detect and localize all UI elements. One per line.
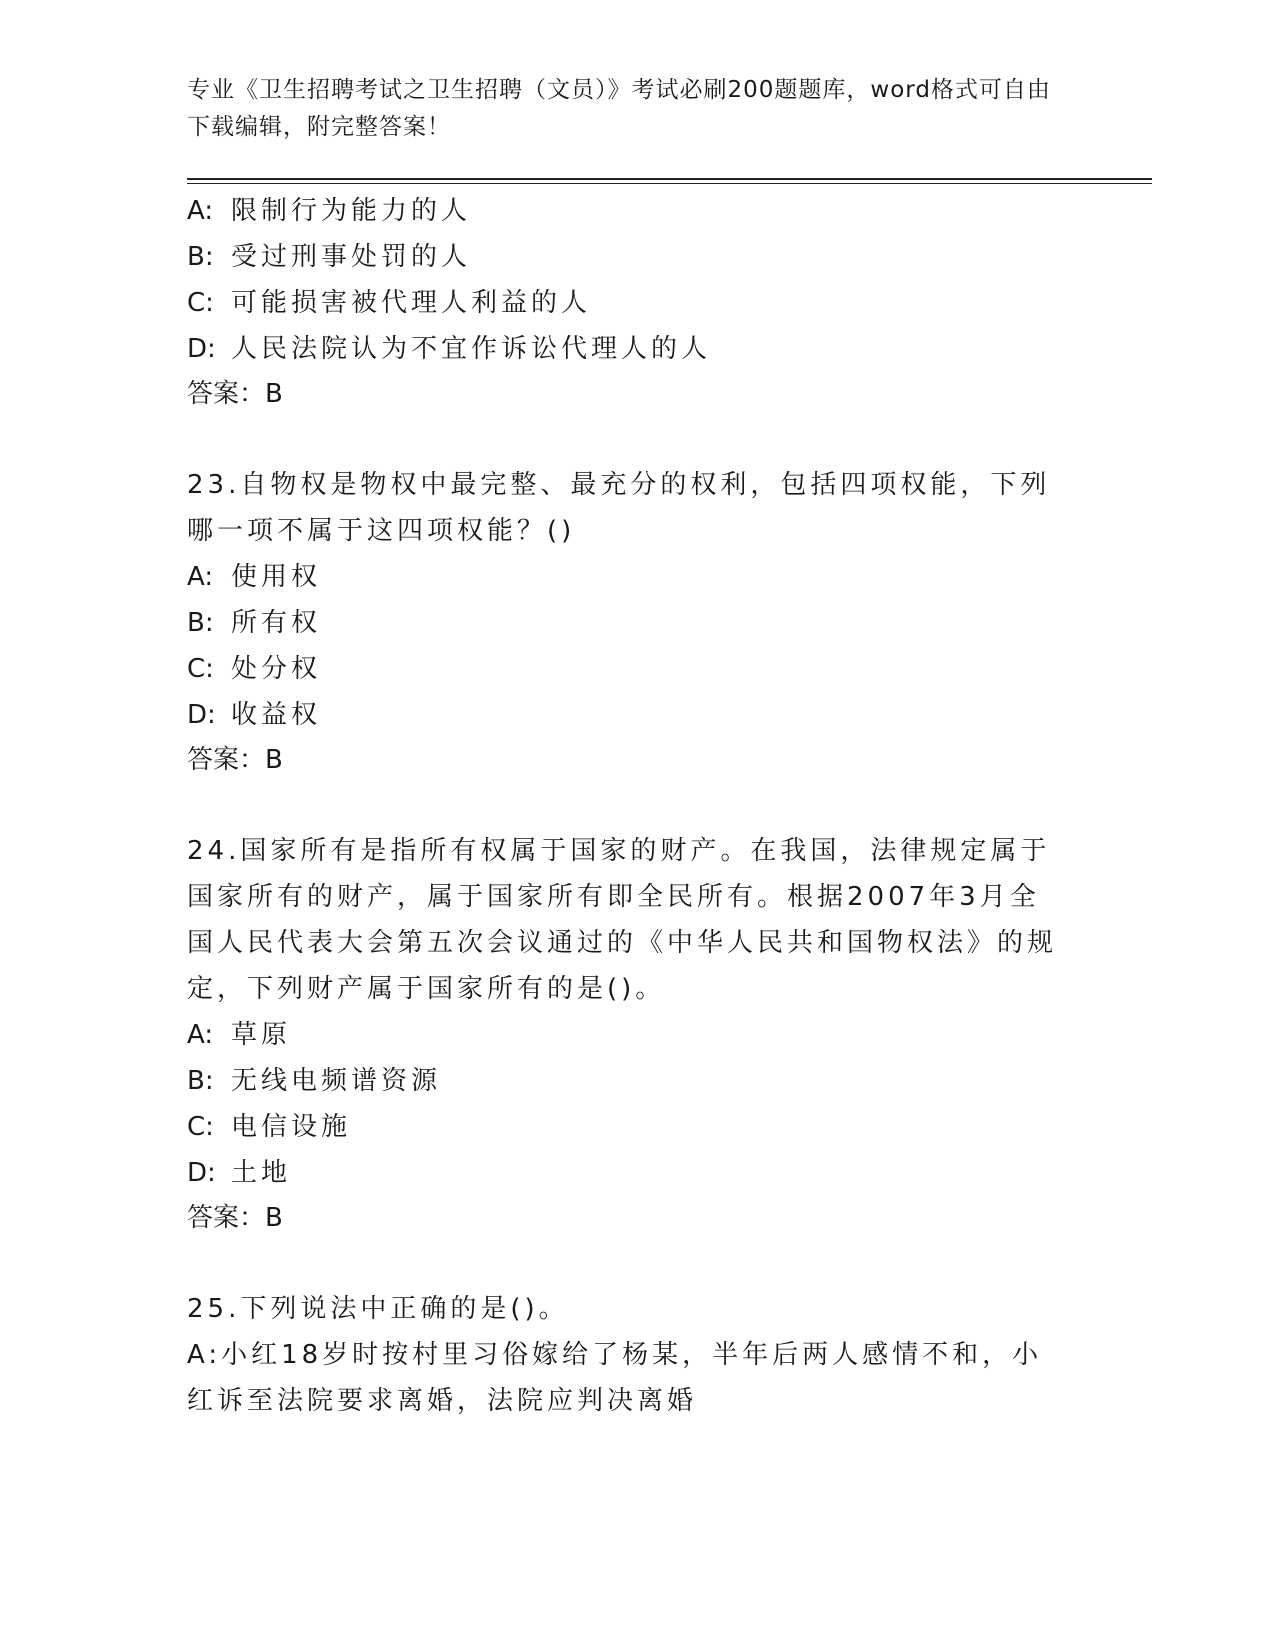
- option-a: A: 限制行为能力的人: [187, 196, 472, 226]
- answer-line: 答案：B: [187, 1203, 283, 1233]
- question-stem: 25.下列说法中正确的是()。: [187, 1294, 569, 1324]
- answer-line: 答案：B: [187, 379, 283, 409]
- option-c: C: 可能损害被代理人利益的人: [187, 288, 592, 318]
- option-a: A:小红18岁时按村里习俗嫁给了杨某，半年后两人感情不和，小红诉至法院要求离婚，法院应判决离婚: [187, 1340, 1043, 1416]
- spacer: [187, 782, 1067, 828]
- question-24: [187, 828, 1067, 1240]
- option-c: C: 处分权: [187, 654, 322, 684]
- option-b: B: 所有权: [187, 608, 322, 638]
- document-header: 专业《卫生招聘考试之卫生招聘（文员）》考试必刷200题题库，word格式可自由下载编辑，附完整答案！: [187, 77, 1051, 140]
- question-23: [187, 462, 1067, 782]
- question-25: [187, 1286, 1067, 1424]
- option-d: D: 土地: [187, 1158, 292, 1188]
- header-divider-thin: [187, 183, 1152, 184]
- spacer: [187, 1240, 1067, 1286]
- answer-line: 答案：B: [187, 745, 283, 775]
- spacer: [187, 416, 1067, 462]
- option-b: B: 受过刑事处罚的人: [187, 242, 472, 272]
- option-d: D: 人民法院认为不宜作诉讼代理人的人: [187, 334, 712, 364]
- question-stem: 24.国家所有是指所有权属于国家的财产。在我国，法律规定属于国家所有的财产，属于国家所有即全民所有。根据2007年3月全国人民代表大会第五次会议通过的《中华人民共和国物权法》的规定，下列财产属于国家所有的是()。: [187, 836, 1058, 1004]
- option-d: D: 收益权: [187, 700, 322, 730]
- option-a: A: 使用权: [187, 562, 322, 592]
- header-divider-thick: [187, 178, 1152, 180]
- option-c: C: 电信设施: [187, 1112, 352, 1142]
- question-content: [187, 188, 1067, 1424]
- option-b: B: 无线电频谱资源: [187, 1066, 442, 1096]
- question-22-tail: [187, 188, 1067, 416]
- option-a: A: 草原: [187, 1020, 292, 1050]
- question-stem: 23.自物权是物权中最完整、最充分的权利，包括四项权能，下列哪一项不属于这四项权能？(): [187, 470, 1051, 546]
